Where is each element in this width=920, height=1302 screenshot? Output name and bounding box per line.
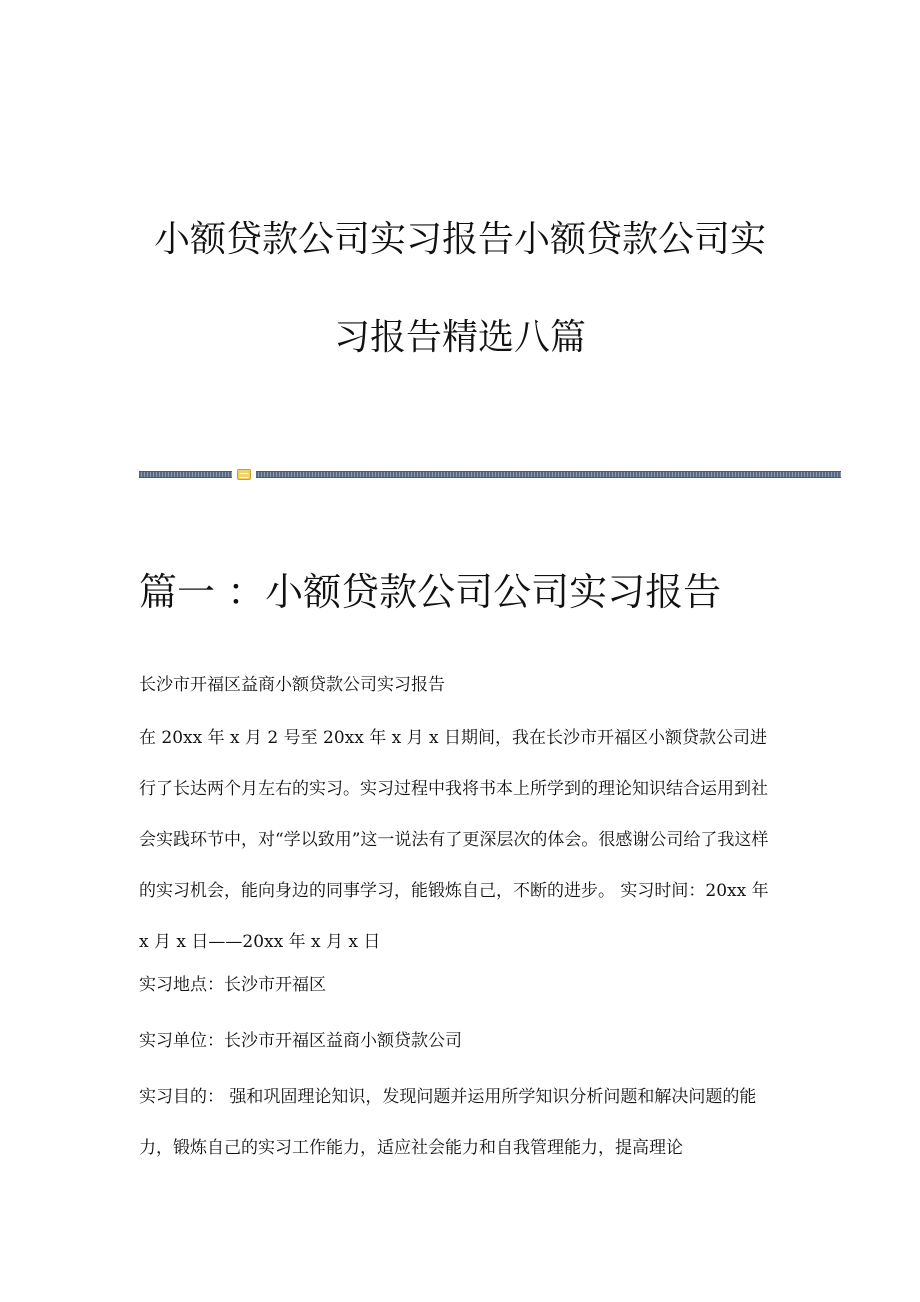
divider-bar-left: [139, 471, 232, 478]
internship-purpose: 实习目的： 强和巩固理论知识，发现问题并运用所学知识分析问题和解决问题的能力，锻炼自己的实习工作能力，适应社会能力和自我管理能力，提高理论: [139, 1087, 757, 1158]
internship-unit: 实习单位：长沙市开福区益商小额贷款公司: [139, 1031, 462, 1051]
section-heading: 篇一 ：小额贷款公司公司实习报告: [139, 570, 722, 614]
section-divider: [139, 469, 841, 481]
document-title-line-1: 小额贷款公司实习报告小额贷款公司实: [153, 219, 766, 260]
internship-place: 实习地点：长沙市开福区: [139, 975, 326, 995]
divider-bar-right: [256, 471, 841, 478]
document-title-line-2: 习报告精选八篇: [333, 317, 586, 358]
intro-paragraph: 在 20xx 年 x 月 2 号至 20xx 年 x 月 x 日期间，我在长沙市开福区小额贷款公司进行了长达两个月左右的实习。实习过程中我将书本上所学到的理论知识结合运用到社会实践环节中，对“学以致用”这一说法有了更深层次的体会。很感谢公司给了我这样的实习机会，能向身边的同事学习，能锻炼自己，不断的进步。 实习时间：20xx 年 x 月 x 日——20xx 年 x 月 x 日: [139, 728, 769, 952]
report-subtitle: 长沙市开福区益商小额贷款公司实习报告: [139, 675, 445, 695]
envelope-icon: [237, 469, 251, 480]
